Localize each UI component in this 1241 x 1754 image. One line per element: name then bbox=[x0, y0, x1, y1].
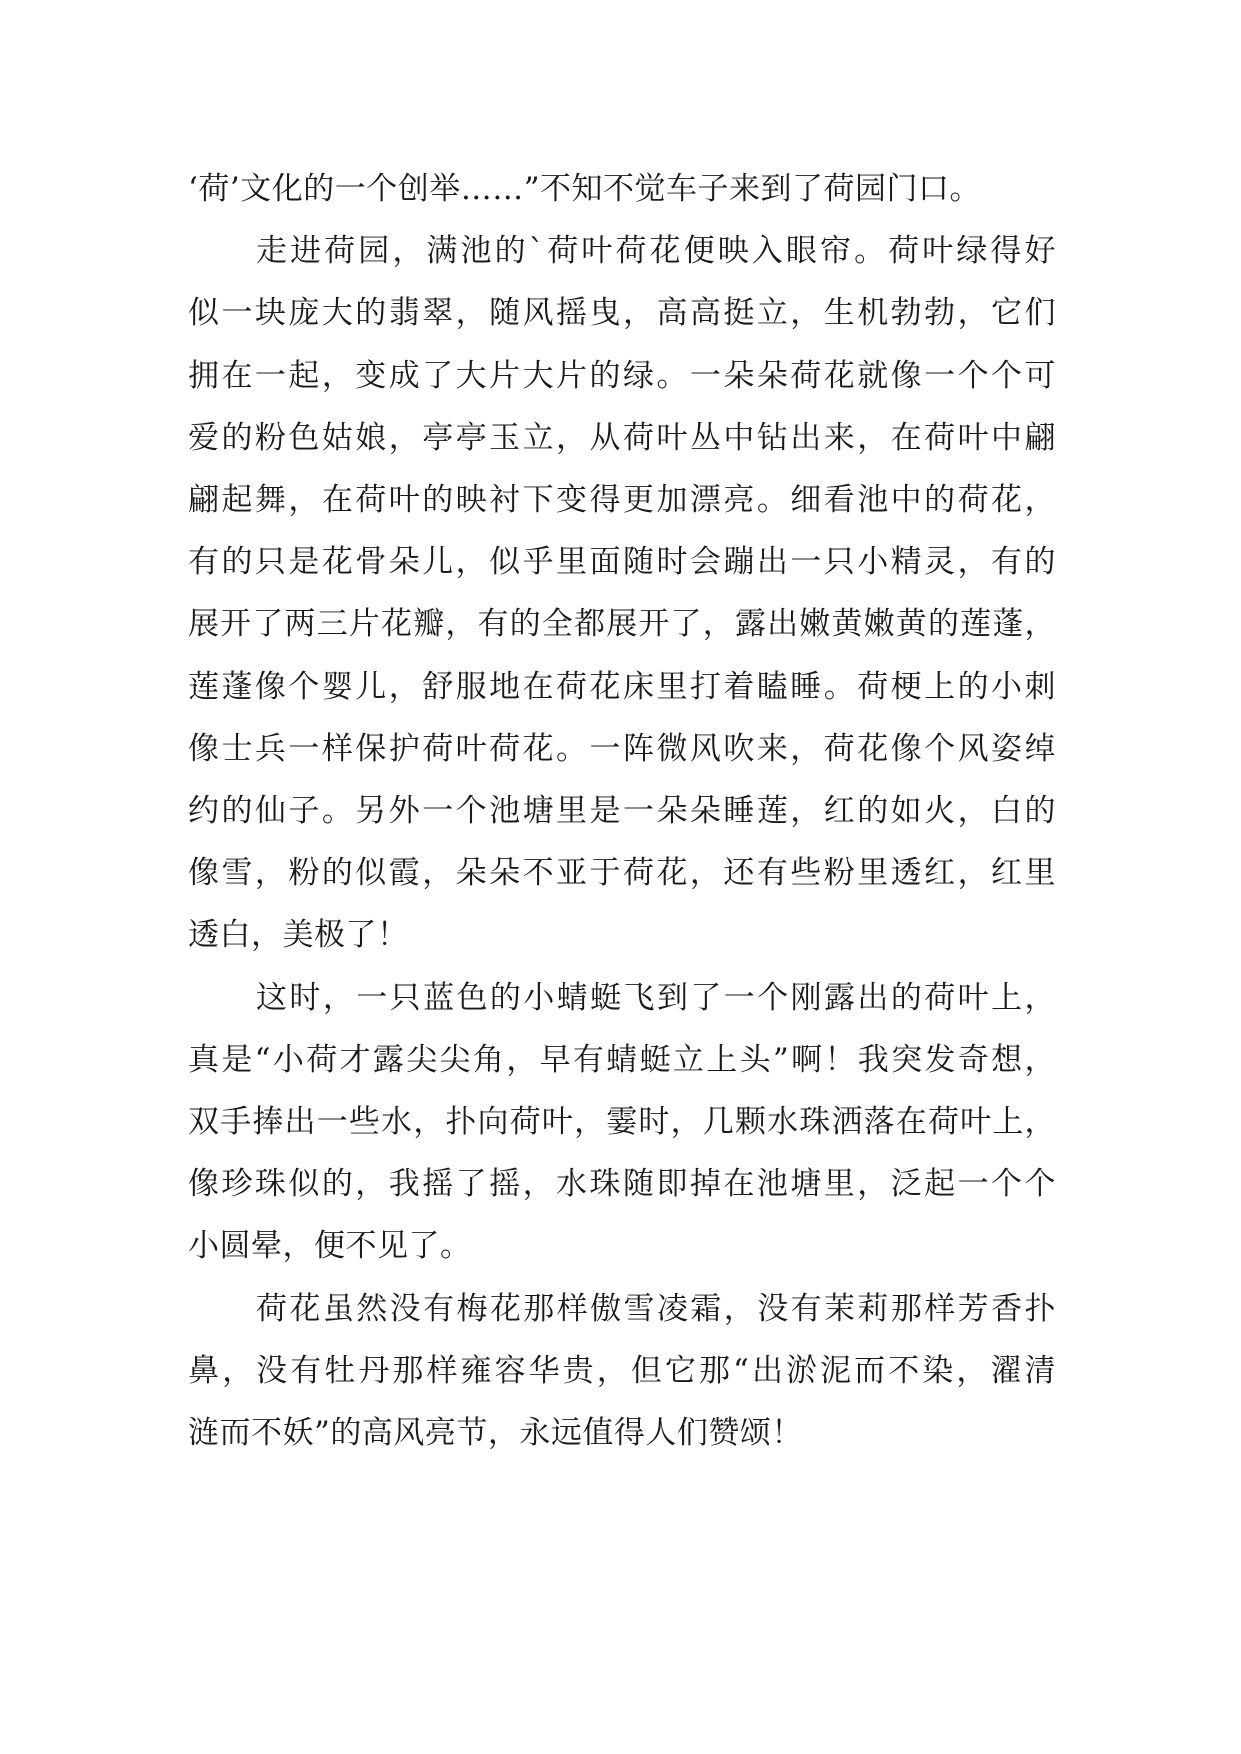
text-line: 真是“小荷才露尖尖角，早有蜻蜓立上头”啊！我突发奇想， bbox=[188, 1041, 1056, 1078]
text-line: 爱的粉色姑娘，亭亭玉立，从荷叶丛中钻出来，在荷叶中翩 bbox=[188, 419, 1056, 456]
text-line: 莲蓬像个婴儿，舒服地在荷花床里打着瞌睡。荷梗上的小刺 bbox=[188, 668, 1056, 705]
text-line: 透白，美极了！ bbox=[188, 917, 409, 954]
text-line: 拥在一起，变成了大片大片的绿。一朵朵荷花就像一个个可 bbox=[188, 357, 1056, 394]
text-line: 双手捧出一些水，扑向荷叶，霎时，几颗水珠洒落在荷叶上， bbox=[188, 1104, 1056, 1141]
paragraph-2 bbox=[188, 220, 1056, 966]
paragraph-1 bbox=[188, 158, 1056, 220]
text-line: ‘荷’文化的一个创举……”不知不觉车子来到了荷园门口。 bbox=[188, 171, 982, 207]
text-line: 约的仙子。另外一个池塘里是一朵朵睡莲，红的如火，白的 bbox=[188, 793, 1056, 830]
paragraph-4 bbox=[188, 1278, 1056, 1465]
text-line: 走进荷园，满池的`荷叶荷花便映入眼帘。荷叶绿得好 bbox=[256, 233, 1056, 270]
text-line: 有的只是花骨朵儿，似乎里面随时会蹦出一只小精灵，有的 bbox=[188, 544, 1056, 581]
text-line: 翩起舞，在荷叶的映衬下变得更加漂亮。细看池中的荷花， bbox=[188, 482, 1056, 519]
text-line: 似一块庞大的翡翠，随风摇曳，高高挺立，生机勃勃，它们 bbox=[188, 295, 1056, 332]
text-line: 涟而不妖”的高风亮节，永远值得人们赞颂！ bbox=[188, 1415, 803, 1452]
document-body bbox=[188, 158, 1056, 1464]
text-line: 这时，一只蓝色的小蜻蜓飞到了一个刚露出的荷叶上， bbox=[256, 979, 1056, 1016]
text-line: 像士兵一样保护荷叶荷花。一阵微风吹来，荷花像个风姿绰 bbox=[188, 730, 1056, 767]
text-line: 鼻，没有牡丹那样雍容华贵，但它那“出淤泥而不染，濯清 bbox=[188, 1352, 1056, 1389]
text-line: 展开了两三片花瓣，有的全都展开了，露出嫩黄嫩黄的莲蓬， bbox=[188, 606, 1056, 643]
text-line: 荷花虽然没有梅花那样傲雪凌霜，没有茉莉那样芳香扑 bbox=[256, 1290, 1056, 1327]
text-line: 像雪，粉的似霞，朵朵不亚于荷花，还有些粉里透红，红里 bbox=[188, 855, 1056, 892]
text-line: 小圆晕，便不见了。 bbox=[188, 1228, 472, 1265]
text-line: 像珍珠似的，我摇了摇，水珠随即掉在池塘里，泛起一个个 bbox=[188, 1166, 1056, 1203]
paragraph-3 bbox=[188, 967, 1056, 1278]
